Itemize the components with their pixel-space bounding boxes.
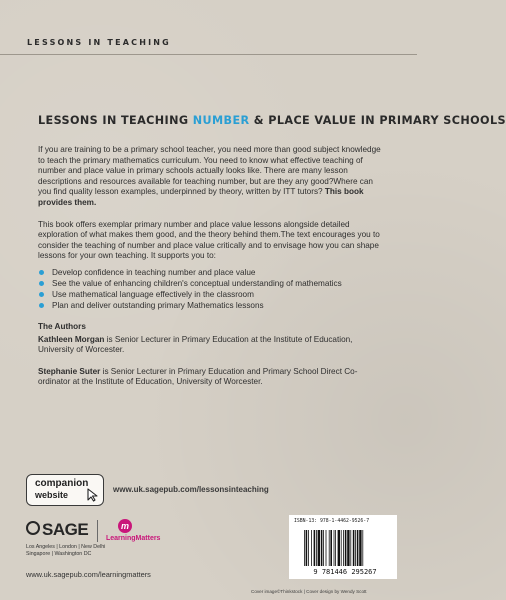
list-item: Plan and deliver outstanding primary Mathematics lessons <box>38 300 383 311</box>
intro-text: If you are training to be a primary school teacher, you need more than good subject knowledge to teach the primary mathematics curriculum. You need to know what effective teaching of number and place value in primary schools actually looks like. There are many lesson descriptions and resources available for teaching number, but are they any good?Where can you find quality lesson examples, underpinned by theory, written by ITT tutors? <box>38 145 381 197</box>
benefits-list <box>38 267 383 311</box>
author-bio: is Senior Lecturer in Primary Education at the Institute of Education, University of Worcester. <box>38 334 353 355</box>
barcode-icon <box>300 528 390 576</box>
second-paragraph: This book offers exemplar primary number and place value lessons alongside detailed exploration of what makes them good, and the theory behind them.The text encourages you to consider the teaching of number and place value critically and to envisage how you can shape lessons for your own teaching. It supports you to: <box>38 219 380 261</box>
list-item: See the value of enhancing children's conceptual understanding of mathematics <box>38 278 383 289</box>
companion-url-link[interactable]: www.uk.sagepub.com/lessonsinteaching <box>113 485 269 494</box>
author-name: Kathleen Morgan <box>38 334 105 344</box>
author-2 <box>38 367 383 388</box>
companion-website-badge[interactable] <box>26 474 104 506</box>
sage-ring-icon <box>26 521 40 535</box>
top-divider <box>0 54 417 55</box>
author-1 <box>38 335 383 356</box>
book-title <box>38 114 506 127</box>
isbn-label: ISBN-13: 978-1-4462-9526-7 <box>294 519 370 524</box>
intro-paragraph <box>38 145 383 209</box>
bullet-dot-icon <box>39 281 44 286</box>
website-label: website <box>35 490 69 500</box>
title-part-1: LESSONS IN TEACHING <box>38 114 193 127</box>
author-bio: is Senior Lecturer in Primary Education and Primary School Direct Co-ordinator at the Institute of Education, University of Worcester. <box>38 366 358 387</box>
blurb <box>38 145 383 399</box>
series-label: LESSONS IN TEACHING <box>27 38 171 47</box>
author-name: Stephanie Suter <box>38 366 101 376</box>
logo-divider <box>97 520 98 542</box>
learning-matters-mark-icon: m <box>118 519 132 533</box>
publisher-url-link[interactable]: www.uk.sagepub.com/learningmatters <box>26 570 151 579</box>
companion-label: companion <box>35 478 89 489</box>
bullet-dot-icon <box>39 292 44 297</box>
authors-heading: The Authors <box>38 321 86 331</box>
title-part-2: & PLACE VALUE IN PRIMARY SCHOOLS <box>249 114 506 127</box>
pointer-cursor-icon <box>87 488 99 502</box>
bullet-dot-icon <box>39 270 44 275</box>
cover-credits: Cover image©Thinkstock | Cover design by Wendy Scott <box>251 589 367 594</box>
list-item: Use mathematical language effectively in the classroom <box>38 289 383 300</box>
list-item: Develop confidence in teaching number and place value <box>38 267 383 278</box>
publisher-cities: Los Angeles | London | New Delhi Singapore | Washington DC <box>26 544 106 557</box>
intro-bold: This book provides them. <box>38 187 364 207</box>
bullet-dot-icon <box>39 303 44 308</box>
learning-matters-logo: m LearningMatters <box>106 521 161 542</box>
title-highlight: NUMBER <box>192 114 250 127</box>
isbn-digits: 9 781446 295267 <box>313 568 377 576</box>
